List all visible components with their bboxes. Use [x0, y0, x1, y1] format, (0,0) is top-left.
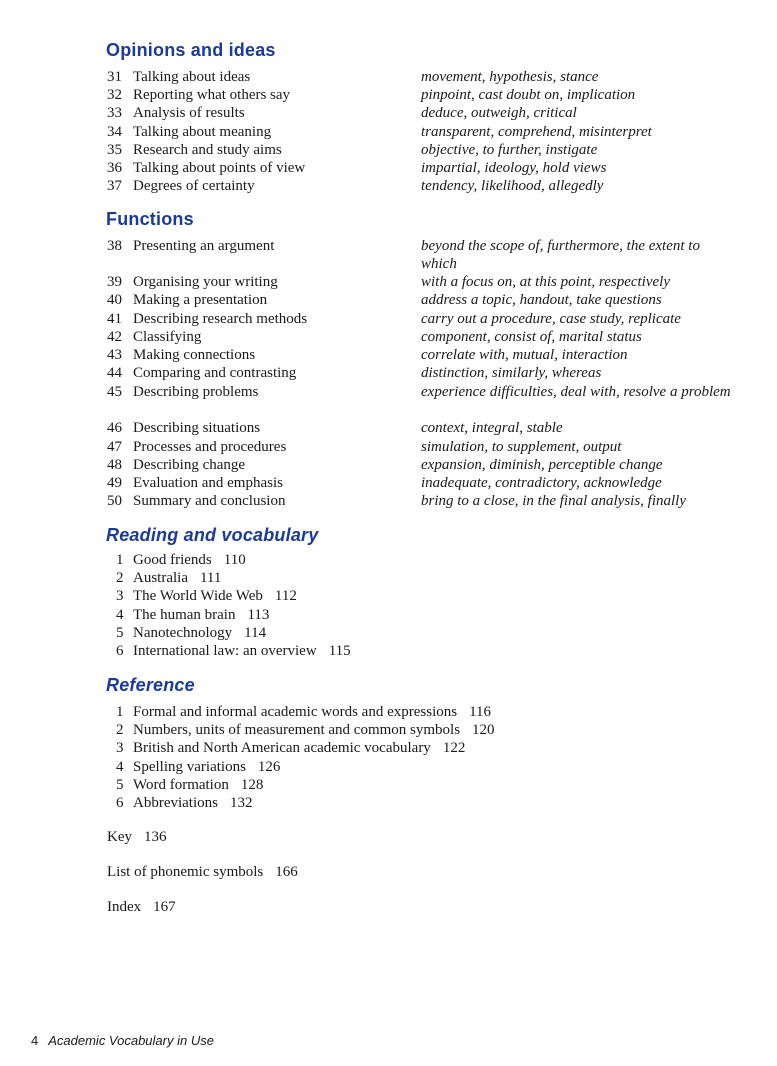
unit-title: Describing research methods: [133, 311, 308, 327]
item-page: 110: [223, 552, 246, 568]
unit-title: Organising your writing: [133, 274, 278, 290]
unit-row-34: [107, 123, 767, 141]
entry-page: 166: [275, 864, 298, 880]
item-number: 2: [116, 570, 124, 587]
unit-title: Describing situations: [133, 420, 261, 436]
list-item: [116, 739, 495, 757]
unit-title: Processes and procedures: [133, 439, 287, 455]
unit-number: 40: [107, 292, 122, 308]
unit-row-40: [107, 291, 767, 309]
item-page: 116: [469, 704, 492, 720]
unit-vocabulary: pinpoint, cast doubt on, implication: [421, 87, 636, 103]
entry-title: Index: [107, 899, 142, 915]
unit-number: 35: [107, 142, 122, 158]
item-title: Australia: [133, 570, 188, 587]
item-page: 115: [328, 643, 351, 660]
unit-row-48: [107, 456, 767, 474]
list-item: [116, 587, 351, 605]
item-title: International law: an overview: [133, 643, 317, 660]
item-title: Spelling variations: [133, 758, 246, 775]
unit-vocabulary: expansion, diminish, perceptible change: [421, 457, 663, 473]
unit-row-36: [107, 159, 767, 177]
unit-vocabulary: inadequate, contradictory, acknowledge: [421, 475, 662, 491]
unit-number: 46: [107, 420, 122, 436]
unit-number: 39: [107, 274, 122, 290]
unit-number: 44: [107, 365, 122, 381]
unit-number: 47: [107, 439, 122, 455]
unit-vocabulary: component, consist of, marital status: [421, 329, 642, 345]
unit-vocabulary: with a focus on, at this point, respectively: [421, 274, 670, 290]
item-number: 6: [116, 795, 124, 812]
unit-row-46: [107, 419, 767, 437]
item-number: 6: [116, 643, 124, 660]
unit-title: Comparing and contrasting: [133, 365, 297, 381]
book-title: Academic Vocabulary in Use: [48, 1033, 214, 1048]
unit-vocabulary: experience difficulties, deal with, resolve a problem: [421, 384, 731, 400]
entry-page: 167: [153, 899, 176, 915]
unit-row-33: [107, 104, 767, 122]
page-footer: [31, 1033, 214, 1048]
unit-number: 42: [107, 329, 122, 345]
item-number: 2: [116, 722, 124, 739]
list-item: [116, 776, 495, 794]
unit-row-39: [107, 273, 767, 291]
item-title: Abbreviations: [133, 795, 218, 812]
entry-page: 136: [144, 829, 167, 845]
unit-title: Presenting an argument: [133, 238, 275, 254]
list-item: [116, 721, 495, 739]
unit-number: 36: [107, 160, 122, 176]
unit-row-37: [107, 177, 767, 195]
unit-number: 31: [107, 69, 122, 85]
unit-title: Analysis of results: [133, 105, 245, 121]
unit-vocabulary: deduce, outweigh, critical: [421, 105, 577, 121]
unit-row-32: [107, 86, 767, 104]
item-number: 1: [116, 552, 124, 568]
unit-title: Describing problems: [133, 384, 259, 400]
unit-title: Reporting what others say: [133, 87, 291, 103]
page-number: 4: [31, 1033, 39, 1048]
entry-title: Key: [107, 829, 132, 845]
unit-vocabulary: address a topic, handout, take questions: [421, 292, 662, 308]
unit-title: Classifying: [133, 329, 202, 345]
list-item: [116, 703, 495, 721]
item-number: 3: [116, 740, 124, 757]
item-title: The World Wide Web: [133, 588, 263, 605]
item-title: British and North American academic vocabulary: [133, 740, 431, 757]
phonemic-symbols-entry: [107, 864, 298, 881]
section-heading-functions: Functions: [106, 209, 194, 229]
reading-list: [116, 551, 351, 660]
item-page: 128: [240, 776, 264, 793]
unit-title: Summary and conclusion: [133, 493, 286, 509]
reference-list: [116, 703, 495, 812]
unit-title: Evaluation and emphasis: [133, 475, 283, 491]
unit-number: 49: [107, 475, 122, 491]
item-title: Word formation: [133, 776, 229, 793]
unit-title: Making connections: [133, 347, 256, 363]
unit-number: 32: [107, 87, 122, 103]
section-heading-opinions: Opinions and ideas: [106, 40, 276, 60]
item-number: 5: [116, 624, 124, 641]
unit-number: 43: [107, 347, 122, 363]
section-heading-reference: Reference: [106, 675, 195, 695]
unit-row-31: [107, 68, 767, 86]
unit-number: 50: [107, 493, 122, 509]
item-title: Nanotechnology: [133, 624, 233, 641]
unit-vocabulary: context, integral, stable: [421, 420, 563, 436]
item-page: 112: [274, 588, 297, 605]
unit-vocabulary: tendency, likelihood, allegedly: [421, 178, 604, 194]
unit-title: Describing change: [133, 457, 246, 473]
key-entry: [107, 829, 167, 846]
item-page: 122: [442, 740, 466, 757]
unit-vocabulary: distinction, similarly, whereas: [421, 365, 602, 381]
item-page: 113: [247, 606, 270, 623]
unit-number: 38: [107, 238, 122, 254]
unit-number: 41: [107, 311, 122, 327]
unit-number: 34: [107, 124, 122, 140]
item-title: Formal and informal academic words and expressions: [133, 704, 458, 720]
item-number: 1: [116, 704, 124, 720]
unit-row-42: [107, 328, 767, 346]
list-item: [116, 642, 351, 660]
unit-title: Talking about points of view: [133, 160, 306, 176]
unit-vocabulary: simulation, to supplement, output: [421, 439, 622, 455]
unit-row-43: [107, 346, 767, 364]
list-item: [116, 794, 495, 812]
item-title: Numbers, units of measurement and common symbols: [133, 722, 461, 739]
list-item: [116, 569, 351, 587]
list-item: [116, 624, 351, 642]
item-number: 4: [116, 758, 124, 775]
item-page: 111: [199, 570, 222, 587]
unit-row-45: [107, 383, 767, 401]
unit-vocabulary: impartial, ideology, hold views: [421, 160, 607, 176]
list-item: [116, 606, 351, 624]
item-page: 126: [257, 758, 281, 775]
unit-row-49: [107, 474, 767, 492]
item-title: The human brain: [133, 606, 236, 623]
unit-vocabulary: bring to a close, in the final analysis, finally: [421, 493, 686, 509]
unit-row-44: [107, 364, 767, 382]
item-number: 5: [116, 776, 124, 793]
entry-title: List of phonemic symbols: [107, 864, 264, 880]
unit-vocabulary: correlate with, mutual, interaction: [421, 347, 628, 363]
unit-row-41: [107, 310, 767, 328]
unit-vocabulary: movement, hypothesis, stance: [421, 69, 599, 85]
unit-vocabulary: carry out a procedure, case study, replicate: [421, 311, 681, 327]
unit-row-50: [107, 492, 767, 510]
unit-title: Talking about meaning: [133, 124, 272, 140]
unit-vocabulary: objective, to further, instigate: [421, 142, 598, 158]
item-page: 132: [229, 795, 253, 812]
unit-title: Degrees of certainty: [133, 178, 255, 194]
unit-row-47: [107, 438, 767, 456]
unit-title: Making a presentation: [133, 292, 268, 308]
unit-number: 33: [107, 105, 122, 121]
unit-row-35: [107, 141, 767, 159]
unit-vocabulary: transparent, comprehend, misinterpret: [421, 124, 652, 140]
item-number: 3: [116, 588, 124, 605]
item-title: Good friends: [133, 552, 212, 568]
item-number: 4: [116, 606, 124, 623]
unit-number: 45: [107, 384, 122, 400]
unit-title: Talking about ideas: [133, 69, 251, 85]
unit-vocabulary: beyond the scope of, furthermore, the extent to which: [421, 238, 700, 273]
unit-number: 37: [107, 178, 122, 194]
list-item: [116, 551, 351, 569]
index-entry: [107, 899, 176, 916]
unit-title: Research and study aims: [133, 142, 282, 158]
item-page: 120: [472, 722, 495, 739]
section-heading-reading: Reading and vocabulary: [106, 525, 319, 545]
item-page: 114: [244, 624, 267, 641]
unit-row-38: [107, 237, 767, 274]
unit-number: 48: [107, 457, 122, 473]
list-item: [116, 758, 495, 776]
